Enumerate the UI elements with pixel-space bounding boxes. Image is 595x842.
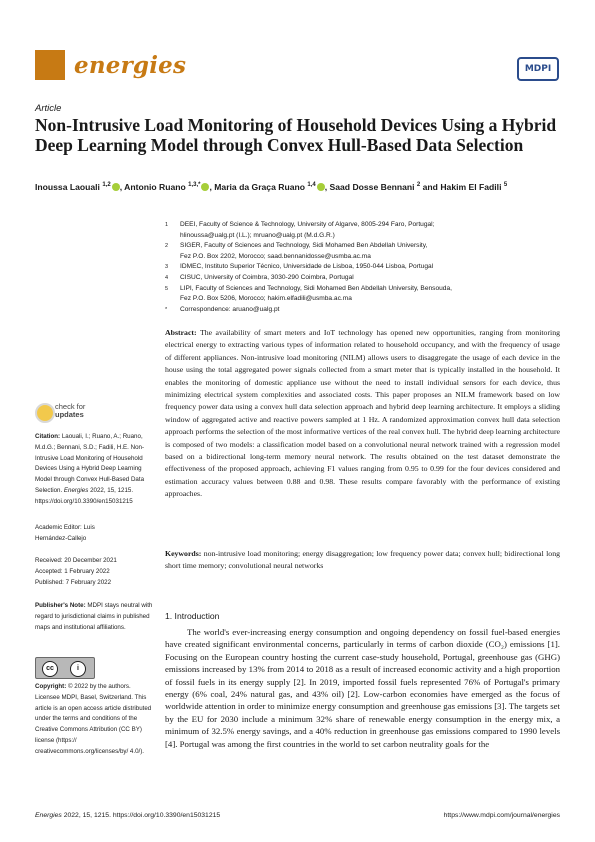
affiliation-list: [165, 220, 565, 315]
check-line-2: updates: [55, 410, 84, 419]
author-name: Saad Dosse Bennani: [329, 182, 415, 192]
footer-journal-url[interactable]: https://www.mdpi.com/journal/energies: [443, 812, 560, 819]
orcid-icon[interactable]: [201, 183, 209, 191]
footer-ref[interactable]: 2022, 15, 1215. https://doi.org/10.3390/en15031215: [63, 812, 221, 819]
author-name: Inoussa Laouali: [35, 182, 100, 192]
author-affil: 1,3,*: [188, 182, 201, 189]
introduction-body: [165, 626, 560, 750]
author-affil: 2: [416, 182, 421, 189]
citation-ref[interactable]: 2022, 15, 1215. https://doi.org/10.3390/en15031215: [35, 486, 134, 505]
affiliation-item: 1 DEEI, Faculty of Science & Technology, University of Algarve, 8005-294 Faro, Portugal; hlinoussa@ualg.pt (I.L.); mruano@ualg.pt (M.d.G.R.): [165, 221, 435, 239]
publisher-logo: MDPI: [517, 57, 559, 81]
abstract-text: The availability of smart meters and IoT technology has opened new opportunities, ranging from monitoring electrical energy to extracting various types of information related to household occupancy, and with the frequency of usage of different appliances. Non-intrusive load monitoring (NILM) allows users to disaggregate the usage of each device in the house using the total aggregated power signals collected from a smart meter that is typically installed in the household. It enables the monitoring of domestic appliance use without the need to install individual sensors for each device, thus minimizing electrical system complexities and associated costs. This paper proposes an NILM framework based on low frequency power data using a convex hull data selection approach and hybrid deep learning architecture. It employs a sliding window of aggregated active and reactive powers sampled at 1 Hz. A randomized approximation convex hull data selection approach performs the selection of the most informative vertices of the real convex hull. The hybrid deep learning architecture is composed of two models: a classification model based on a convolutional neural network trained with a regression model based on a bidirectional long-term memory neural network. The results obtained on the test dataset demonstrate the effectiveness of the proposed approach, achieving F1 values ranging from 0.95 to 0.99 for the four devices considered and estimation accuracy values between 0.88 and 0.98. These results compare favorably with the performance of existing approaches.: [165, 328, 560, 499]
author-affil: 1,4: [307, 182, 316, 189]
accepted-date: Accepted: 1 February 2022: [35, 567, 110, 575]
citation-label: Citation:: [35, 433, 61, 440]
publisher-note: [35, 601, 155, 633]
copyright-text: © 2022 by the authors. Licensee MDPI, Basel, Switzerland. This article is an open access article distributed under the terms and conditions of the Creative Commons Attribution (CC BY) license (https:// creativecommons.org/licenses/by/ 4.0/).: [35, 683, 152, 755]
orcid-icon[interactable]: [112, 183, 120, 191]
citation-block: [35, 432, 155, 508]
author-name: Maria da Graça Ruano: [214, 182, 305, 192]
paper-title: Non-Intrusive Load Monitoring of Household Devices Using a Hybrid Deep Learning Model through Convex Hull-Based Data Selection: [35, 115, 557, 155]
citation-text: Laouali, I.; Ruano, A.; Ruano, M.d.G.; Bennani, S.D.; Fadili, H.E. Non-Intrusive Load Monitoring of Household Devices Using a Hybrid Deep Learning Model through Convex Hull-Based Data Selection.: [35, 433, 145, 494]
article-type: Article: [35, 103, 62, 114]
journal-name: energies: [74, 52, 187, 79]
affiliation-item: 3 IDMEC, Instituto Superior Técnico, Universidade de Lisboa, 1950-044 Lisboa, Portugal: [165, 263, 434, 271]
affiliation-item: 5 LIPI, Faculty of Sciences and Technology, Sidi Mohamed Ben Abdellah University, Bensouda, Fez P.O. Box 5206, Morocco; hakim.elfadili@usmba.ac.ma: [165, 284, 452, 303]
copyright-block: [35, 682, 155, 758]
abstract: [165, 327, 560, 501]
footer-journal: Energies: [35, 812, 62, 819]
intro-paragraph: The world's ever-increasing energy consumption and ongoing dependency on fossil fuel-based energies have created significant environmental concerns, particularly in terms of carbon dioxide (CO₂) emissions [1]. Focusing on the European country hosting the current case-study household, Portugal, greenhouse gas (GHG) emissions increased by 13% from 2014 to 2018 as a result of increased economic activity and a high proportion of fossil fuels in its energy supply [2]. In 2019, imported fossil fuels represented 76% of Portugal's primary energy (6% coal, 24% natural gas, and 43% oil) [2]. Low-carbon economies have emerged as the focus of worldwide attention in order to minimize energy consumption and greenhouse gas emissions [3]. The targets set by the EU for 2030 include a minimum 32% share of renewable energy consumption in the energy mix, a minimum of 32.5% energy savings, and a 40% reduction in greenhouse gas emissions compared to 1990 levels [4]. Portugal was among the first countries in the world to set carbon neutrality goals for the: [165, 627, 560, 749]
author-list: Inoussa Laouali $^{1,2}$ , Antonio Ruano $^{1,3,*}$ , Maria da Graça Ruano $^{1,4}$ , Saad Dosse Bennani $^2$ and Hakim El Fadili $^5$: [35, 182, 508, 192]
editor-label: Academic Editor: Luis: [35, 524, 95, 531]
keywords-text: non-intrusive load monitoring; energy disaggregation; low frequency power data; convex hull; bidirectional long short time memory; convolutional neural networks: [165, 549, 560, 571]
author-affil: 5: [503, 182, 508, 189]
editor-block: [35, 523, 155, 545]
by-icon: i: [70, 661, 86, 677]
check-line-1: check for: [55, 402, 86, 411]
cc-by-license-badge[interactable]: [35, 657, 95, 679]
section-heading: 1. Introduction: [165, 611, 220, 621]
received-date: Received: 20 December 2021: [35, 557, 117, 564]
keywords-label: Keywords:: [165, 549, 202, 558]
abstract-label: Abstract:: [165, 328, 197, 337]
citation-journal: Energies: [63, 486, 89, 494]
affiliation-item: 2 SIGER, Faculty of Sciences and Technology, Sidi Mohamed Ben Abdellah University, Fez P.O. Box 2202, Morocco; saad.bennanidosse@usmba.ac.ma: [165, 242, 428, 260]
note-text: MDPI stays neutral with regard to jurisdictional claims in published maps and institutional affiliations.: [35, 602, 153, 631]
check-updates-icon: [35, 403, 55, 423]
orcid-icon[interactable]: [317, 183, 325, 191]
journal-logo-icon: [35, 50, 65, 80]
editor-name: Hernández-Callejo: [35, 534, 87, 542]
note-label: Publisher's Note:: [35, 602, 86, 609]
copyright-label: Copyright:: [35, 683, 67, 690]
keywords: [165, 548, 560, 573]
published-date: Published: 7 February 2022: [35, 578, 112, 586]
affiliation-item: * Correspondence: aruano@ualg.pt: [165, 305, 280, 313]
author-name: Hakim El Fadili: [440, 182, 502, 192]
footer-citation: [35, 812, 220, 819]
dates-block: [35, 556, 155, 588]
author-name: Antonio Ruano: [124, 182, 186, 192]
affiliation-item: 4 CISUC, University of Coimbra, 3030-290 Coimbra, Portugal: [165, 273, 354, 281]
author-affil: 1,2: [102, 182, 111, 189]
cc-icon: cc: [42, 661, 58, 677]
check-for-updates-button[interactable]: [35, 403, 115, 425]
